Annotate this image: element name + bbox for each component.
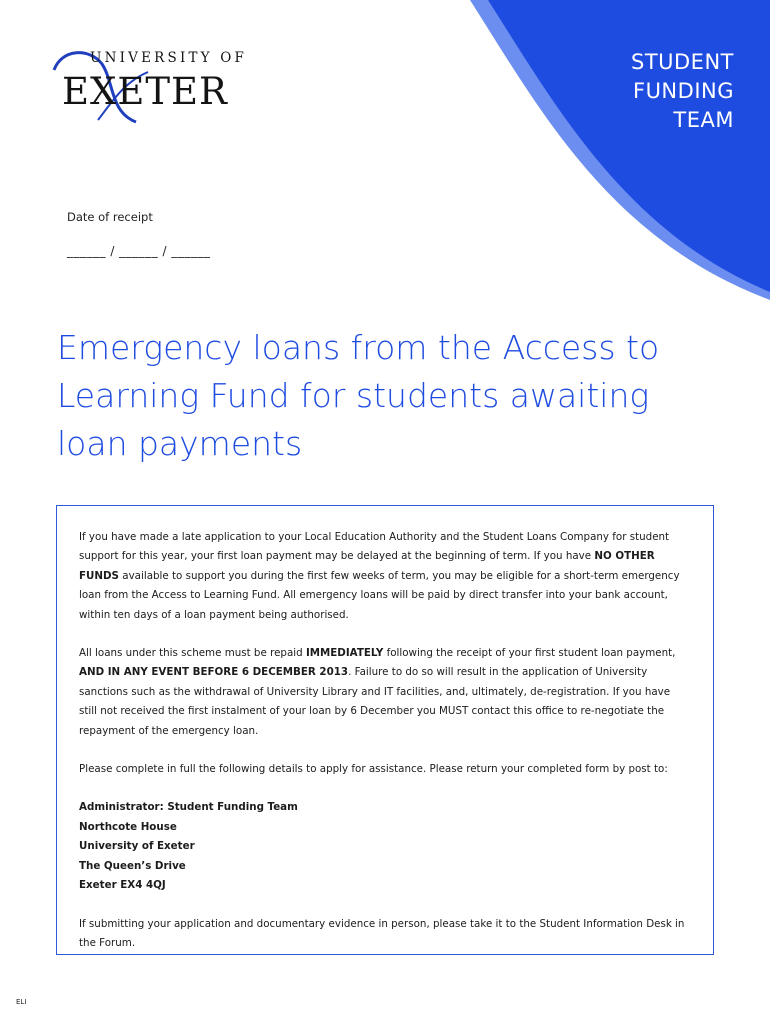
- no-other-funds-emphasis: NO OTHER FUNDS: [79, 550, 655, 582]
- team-label-line-2: FUNDING: [632, 79, 734, 103]
- logo-exeter: EXETER: [62, 70, 228, 113]
- university-logo: [52, 42, 267, 142]
- address-line-5: Exeter EX4 4QJ: [79, 879, 166, 892]
- logo-university-of: UNIVERSITY OF: [90, 50, 248, 66]
- address-line-4: The Queen’s Drive: [79, 859, 186, 872]
- footer-mark: ELI: [16, 998, 27, 1006]
- address-line-2: Northcote House: [79, 820, 177, 833]
- repayment-paragraph: All loans under this scheme must be repaid IMMEDIATELY following the receipt of your first student loan payment, AND IN ANY EVENT BEFORE 6 DECEMBER 2013. Failure to do so will result in the application of University sanctions such as the withdrawal of University Library and IT facilities, and, ultimately, de-registration. If you have still not received the first instalment of your loan by 6 December you MUST contact this office to re-negotiate the repayment of the emergency loan.: [79, 647, 676, 737]
- team-label-line-1: STUDENT: [630, 50, 734, 74]
- immediately-emphasis: IMMEDIATELY: [305, 647, 384, 660]
- address-line-3: University of Exeter: [79, 840, 195, 853]
- instructions-paragraph: Please complete in full the following details to apply for assistance. Please return your completed form by post to:: [79, 763, 668, 776]
- postal-address: [79, 798, 691, 895]
- page-title: Emergency loans from the Access to Learning Fund for students awaiting loan payments: [57, 328, 660, 463]
- date-of-receipt-label: Date of receipt: [67, 210, 153, 224]
- team-label-line-3: TEAM: [673, 108, 734, 132]
- address-line-1: Administrator: Student Funding Team: [79, 801, 298, 814]
- student-funding-team-label: [631, 48, 734, 135]
- info-box: [56, 505, 714, 955]
- in-person-paragraph: If submitting your application and documentary evidence in person, please take it to the Student Information Desk in the Forum.: [79, 917, 685, 949]
- deadline-emphasis: AND IN ANY EVENT BEFORE 6 DECEMBER 2013: [79, 666, 349, 679]
- intro-paragraph: If you have made a late application to your Local Education Authority and the Student Loans Company for student support for this year, your first loan payment may be delayed at the beginning of term. If you have NO OTHER FUNDS available to support you during the first few weeks of term, you may be eligible for a short-term emergency loan from the Access to Learning Fund. All emergency loans will be paid by direct transfer into your bank account, within ten days of a loan payment being authorised.: [79, 531, 680, 621]
- date-of-receipt-field[interactable]: ______ / ______ / ______: [67, 244, 211, 258]
